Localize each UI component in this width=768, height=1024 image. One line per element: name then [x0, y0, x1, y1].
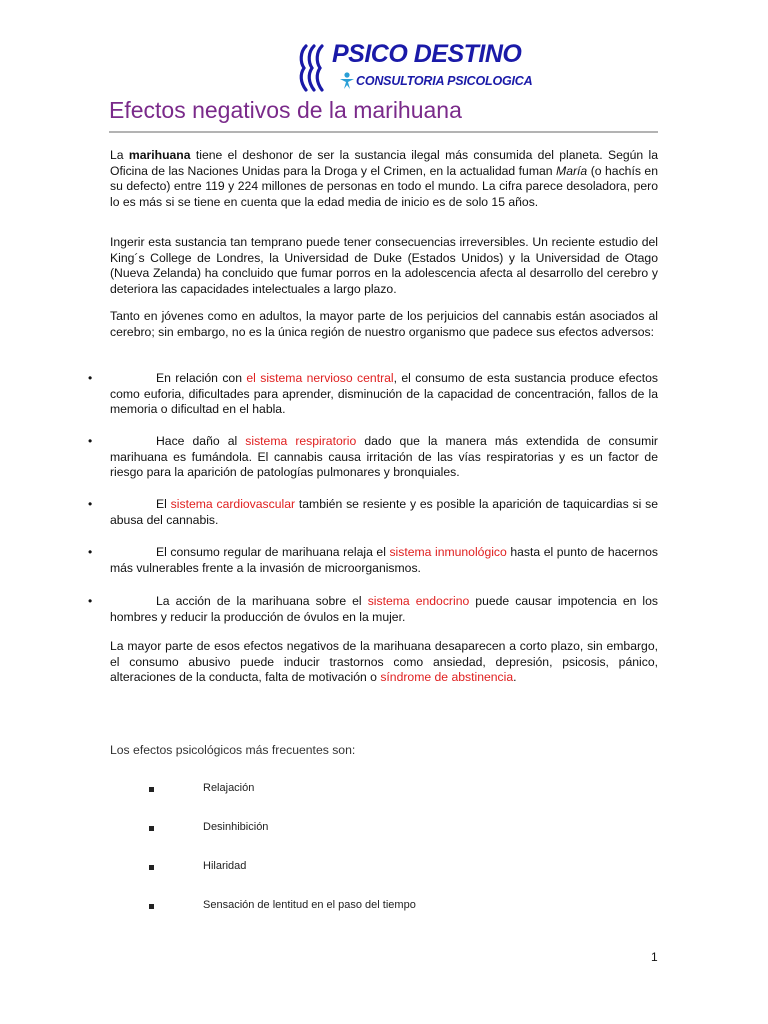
bullet-marker: •	[88, 594, 93, 608]
paragraph-conclusion	[110, 639, 658, 686]
logo-tagline: CONSULTORIA PSICOLOGICA	[356, 74, 533, 88]
list-item: Hilaridad	[203, 860, 247, 872]
paragraph-study: Ingerir esta sustancia tan temprano puede tener consecuencias irreversibles. Un reciente estudio del King´s College de Londres, la Universidad de Duke (Estados Unidos) y la Universidad de Otago (Nueva Zelanda) ha concluido que fumar porros en la adolescencia afecta al desarrollo del cerebro y deteriora las capacidades intelectuales a largo plazo.	[110, 235, 658, 296]
text: .	[513, 670, 517, 685]
list-item	[110, 497, 658, 528]
person-icon	[339, 72, 355, 90]
text: , el consumo de esta sustancia produce efectos como euforia, dificultades para aprender, disminución de la capacidad de concentración, fallos de la memoria o dificultad en el habla.	[110, 371, 658, 417]
psych-effects-intro: Los efectos psicológicos más frecuentes son:	[110, 743, 356, 757]
text: El	[156, 497, 171, 511]
page-number: 1	[651, 950, 658, 964]
text: En relación con	[156, 371, 247, 385]
bullet-marker: •	[88, 497, 93, 511]
list-item	[110, 545, 658, 576]
logo-name: PSICO DESTINO	[332, 40, 522, 68]
text: hasta el punto de hacernos más vulnerables frente a la invasión de microorganismos.	[110, 545, 659, 575]
link-sistema-cardiovascular[interactable]: sistema cardiovascular	[170, 497, 296, 511]
list-item	[110, 434, 658, 481]
paragraph-intro	[110, 148, 658, 210]
square-bullet-icon	[149, 787, 154, 792]
list-item: Sensación de lentitud en el paso del tiempo	[203, 899, 416, 911]
title-divider	[109, 131, 658, 133]
bullet-marker: •	[88, 371, 93, 385]
page-title: Efectos negativos de la marihuana	[109, 97, 462, 123]
text: también se resiente y es posible la aparición de taquicardias si se abusa del cannabis.	[110, 497, 658, 527]
head-profile-icon	[296, 42, 332, 94]
list-item: Relajación	[203, 782, 255, 794]
bullet-marker: •	[88, 545, 93, 559]
paragraph-effects-intro: Tanto en jóvenes como en adultos, la mayor parte de los perjuicios del cannabis están asociados al cerebro; sin embargo, no es la única región de nuestro organismo que padece sus efectos adversos:	[110, 309, 658, 339]
bullet-marker: •	[88, 434, 93, 448]
link-sistema-endocrino[interactable]: sistema endocrino	[367, 594, 470, 608]
list-item: Desinhibición	[203, 821, 269, 833]
text: (o hachís en su defecto) entre 119 y 224 millones de personas en todo el mundo. La cifra parece desoladora, pero lo es más si se tiene en cuenta que la edad media de inicio es de solo 15 años.	[110, 163, 658, 209]
square-bullet-icon	[149, 826, 154, 831]
list-item	[110, 371, 658, 418]
square-bullet-icon	[149, 865, 154, 870]
text: puede causar impotencia en los hombres y reducir la producción de óvulos en la mujer.	[110, 594, 659, 624]
text: Hace daño al	[156, 434, 246, 448]
link-sistema-respiratorio[interactable]: sistema respiratorio	[245, 434, 357, 448]
text: dado que la manera más extendida de consumir marihuana es fumándola. El cannabis causa irritación de las vías respiratorias y es un factor de riesgo para la aparición de patologías pulmonares y bronquiales.	[110, 434, 658, 480]
text: tiene el deshonor de ser la sustancia ilegal más consumida del planeta. Según la Oficina de las Naciones Unidas para la Droga y el Crimen, en la actualidad fuman	[110, 148, 658, 178]
italic-term: María	[556, 163, 588, 178]
logo	[296, 40, 533, 96]
text: La acción de la marihuana sobre el	[156, 594, 368, 608]
link-sistema-nervioso[interactable]: el sistema nervioso central	[246, 371, 394, 385]
text: La	[110, 148, 129, 162]
link-sistema-inmunologico[interactable]: sistema inmunológico	[389, 545, 507, 559]
list-item	[110, 594, 658, 625]
link-sindrome-abstinencia[interactable]: síndrome de abstinencia	[380, 670, 514, 685]
text: El consumo regular de marihuana relaja el	[156, 545, 390, 559]
bold-term: marihuana	[128, 148, 191, 162]
square-bullet-icon	[149, 904, 154, 909]
text: La mayor parte de esos efectos negativos de la marihuana desaparecen a corto plazo, sin embargo, el consumo abusivo puede inducir trastornos como ansiedad, depresión, psicosis, pánico, alteraciones de la conducta, falta de motivación o	[110, 639, 658, 685]
